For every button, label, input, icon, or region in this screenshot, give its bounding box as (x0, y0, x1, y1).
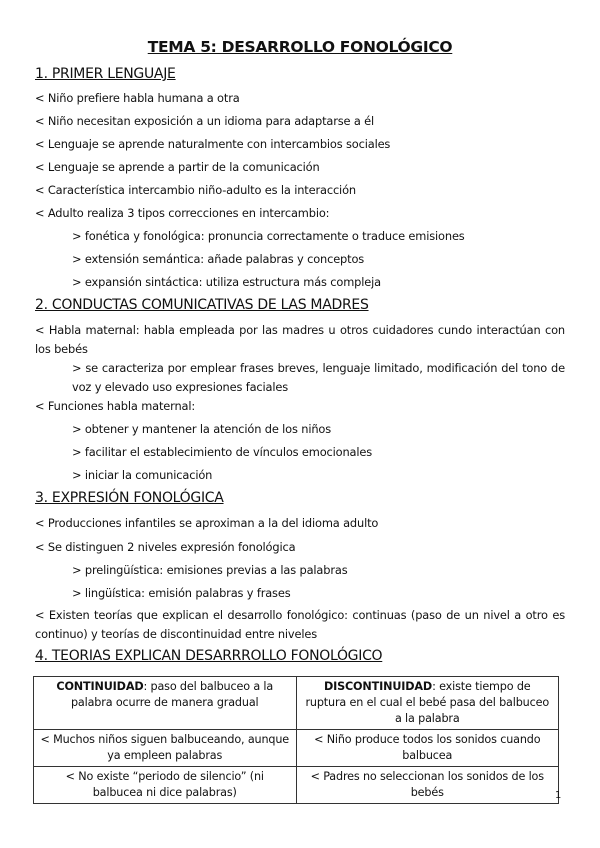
list-item: < Se distinguen 2 niveles expresión fonológica (35, 540, 296, 554)
discontinuidad-description: : existe tiempo de ruptura en el cual el bebé pasa del balbuceo a la palabra (305, 680, 550, 725)
continuidad-label: CONTINUIDAD (56, 680, 144, 693)
sub-list-item: > facilitar el establecimiento de vínculos emocionales (72, 445, 373, 459)
list-item: < Adulto realiza 3 tipos correcciones en intercambio: (35, 206, 330, 220)
sub-list-item: > prelingüística: emisiones previas a las palabras (72, 563, 348, 577)
discontinuidad-label: DISCONTINUIDAD (323, 680, 433, 693)
sub-list-item: > iniciar la comunicación (72, 468, 213, 482)
list-item: < Funciones habla maternal: (35, 399, 196, 413)
sub-list-item: > obtener y mantener la atención de los niños (72, 422, 332, 436)
table-cell: < Muchos niños siguen balbuceando, aunque ya empleen palabras (34, 730, 297, 767)
sub-list-item: > expansión sintáctica: utiliza estructura más compleja (72, 275, 381, 289)
list-item: < Lenguaje se aprende naturalmente con intercambios sociales (35, 137, 391, 151)
table-cell (296, 677, 559, 730)
list-item: < Característica intercambio niño-adulto es la interacción (35, 183, 356, 197)
table-row (34, 767, 559, 804)
table-cell (34, 677, 297, 730)
continuidad-description: : paso del balbuceo a la palabra ocurre de manera gradual (70, 680, 274, 709)
list-item: < Niño prefiere habla humana a otra (35, 91, 240, 105)
sub-list-item: > fonética y fonológica: pronuncia correctamente o traduce emisiones (72, 229, 465, 243)
page-number: 1 (555, 790, 562, 801)
page-title: TEMA 5: DESARROLLO FONOLÓGICO (147, 38, 453, 56)
table-cell: < Niño produce todos los sonidos cuando balbucea (296, 730, 559, 767)
table-row (34, 730, 559, 767)
sub-list-item: > lingüística: emisión palabras y frases (72, 586, 291, 600)
paragraph: < Habla maternal: habla empleada por las madres u otros cuidadores cundo interactúan con los bebés (35, 323, 565, 356)
theories-table (33, 676, 562, 804)
table-cell: < No existe “periodo de silencio” (ni balbucea ni dice palabras) (34, 767, 297, 804)
section-2-heading: 2. CONDUCTAS COMUNICATIVAS DE LAS MADRES (35, 297, 369, 313)
list-item: < Niño necesitan exposición a un idioma para adaptarse a él (35, 114, 375, 128)
sub-paragraph: > se caracteriza por emplear frases breves, lenguaje limitado, modificación del tono de voz y elevado uso expresiones faciales (72, 361, 565, 394)
paragraph: < Existen teorías que explican el desarrollo fonológico: continuas (paso de un nivel a otro es continuo) y teorías de discontinuidad entre niveles (35, 608, 565, 641)
table-header-row (34, 677, 559, 730)
section-1-heading: 1. PRIMER LENGUAJE (35, 66, 176, 82)
list-item: < Producciones infantiles se aproximan a la del idioma adulto (35, 516, 379, 530)
section-4-heading: 4. TEORIAS EXPLICAN DESARRROLLO FONOLÓGICO (35, 648, 383, 664)
table-cell: < Padres no seleccionan los sonidos de los bebés (296, 767, 559, 804)
section-3-heading: 3. EXPRESIÓN FONOLÓGICA (35, 490, 224, 506)
sub-list-item: > extensión semántica: añade palabras y conceptos (72, 252, 365, 266)
list-item: < Lenguaje se aprende a partir de la comunicación (35, 160, 320, 174)
